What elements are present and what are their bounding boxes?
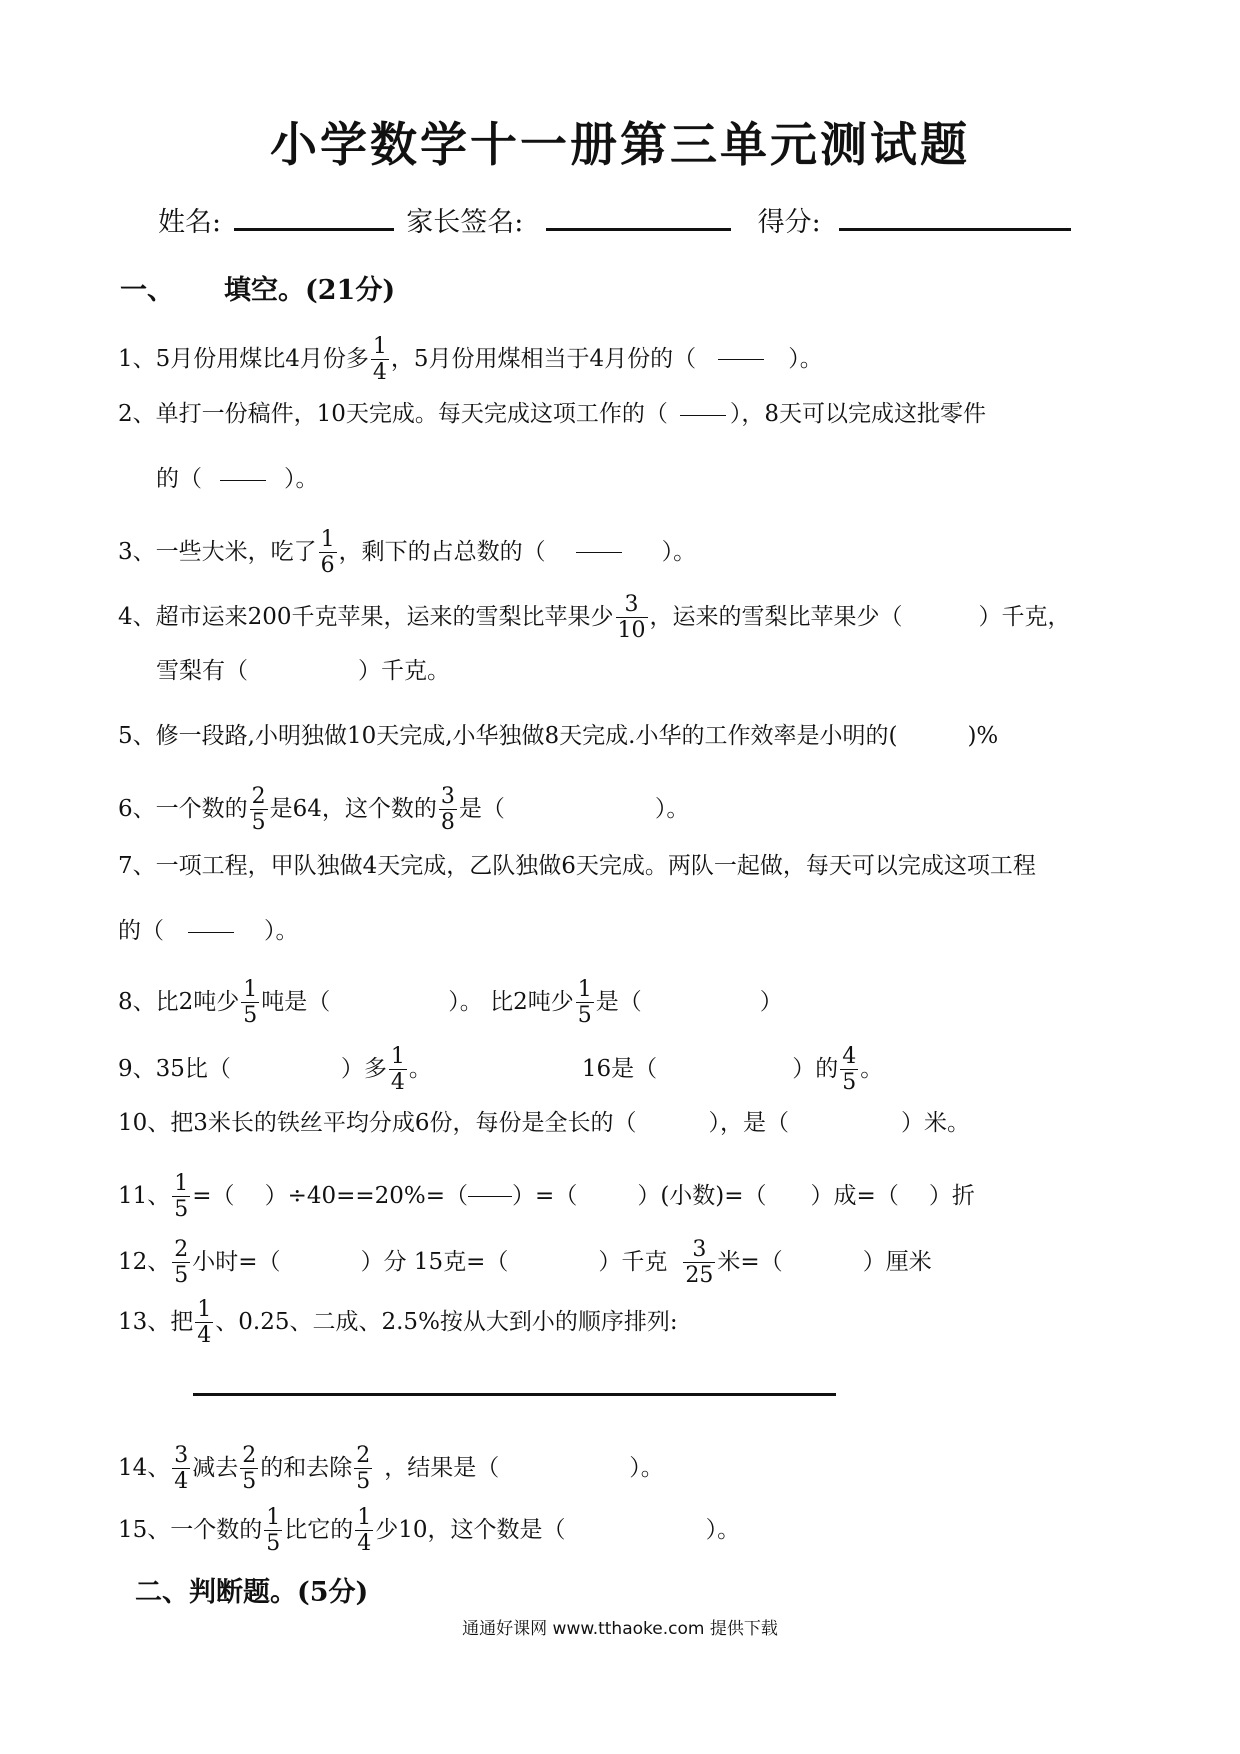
fraction-denominator: 5 <box>174 1263 189 1289</box>
question-text: ）。 比2吨少 <box>448 988 574 1015</box>
question-9 <box>118 1044 883 1096</box>
fraction-denominator: 10 <box>617 618 646 644</box>
fraction-denominator: 6 <box>320 553 335 579</box>
fraction-numerator: 3 <box>174 1443 189 1468</box>
fraction-denominator: 4 <box>390 1070 405 1096</box>
question-text: 8、比2吨少 <box>118 988 240 1015</box>
fraction-denominator: 8 <box>440 810 455 836</box>
question-text: 小时=（ <box>192 1248 281 1275</box>
question-text: ）折 <box>928 1182 975 1209</box>
question-text: 10、把3米长的铁丝平均分成6份，每份是全长的（ <box>118 1110 637 1136</box>
page-title: 小学数学十一册第三单元测试题 <box>270 118 970 173</box>
question-text: ）。 <box>654 795 690 822</box>
question-12 <box>118 1237 932 1289</box>
question-1 <box>118 334 823 386</box>
fraction-numerator: 1 <box>390 1044 405 1069</box>
question-text: 。 <box>408 1055 432 1082</box>
parent-signature-label: 家长签名: <box>406 207 524 238</box>
question-text: )% <box>967 723 999 749</box>
question-2-cont <box>156 468 319 491</box>
question-text: 13、把 <box>118 1308 194 1335</box>
question-text: 的和去除 <box>260 1454 353 1481</box>
question-text: =（ <box>192 1182 235 1209</box>
question-text: ，运来的雪梨比苹果少（ <box>649 603 903 630</box>
fraction <box>250 784 268 836</box>
fraction-numerator: 2 <box>174 1237 189 1262</box>
fraction <box>264 1505 282 1557</box>
fraction <box>172 1237 190 1289</box>
fraction-numerator: 1 <box>174 1171 189 1196</box>
question-text: 雪梨有（ <box>156 658 248 684</box>
fraction <box>354 1443 372 1495</box>
question-text: 11、 <box>118 1182 171 1209</box>
question-text: 、0.25、二成、2.5%按从大到小的顺序排列: <box>215 1308 678 1335</box>
question-14 <box>118 1443 664 1495</box>
fraction-denominator: 5 <box>842 1070 857 1096</box>
question-4 <box>118 592 1071 644</box>
question-text: ）多 <box>340 1055 387 1082</box>
question-text: ）。 <box>705 1516 741 1543</box>
fraction-denominator: 5 <box>356 1469 371 1495</box>
question-text: ）千克。 <box>358 658 450 684</box>
fraction-numerator: 1 <box>266 1505 281 1530</box>
fraction-numerator: 2 <box>242 1443 257 1468</box>
fraction-denominator: 25 <box>685 1263 714 1289</box>
answer-blank[interactable] <box>680 415 726 416</box>
footer-source: 通通好课网 www.tthaoke.com 提供下载 <box>462 1619 778 1639</box>
question-text: 的（ <box>118 918 164 944</box>
question-text: 减去 <box>192 1454 239 1481</box>
section-title: 填空。(21分) <box>224 275 396 306</box>
question-text: ），8天可以完成这批零件 <box>729 401 987 427</box>
fraction-denominator: 5 <box>577 1003 592 1029</box>
fraction <box>172 1443 190 1495</box>
question-text: 9、35比（ <box>118 1055 231 1082</box>
fraction-numerator: 1 <box>320 527 335 552</box>
answer-blank[interactable] <box>468 1196 512 1197</box>
question-text: 5、修一段路,小明独做10天完成,小华独做8天完成.小华的工作效率是小明的( <box>118 723 898 749</box>
question-text: 3、一些大米，吃了 <box>118 538 317 565</box>
question-text: ，结果是（ <box>384 1454 500 1481</box>
section-number: 一、 <box>120 275 174 306</box>
fraction-denominator: 4 <box>372 360 387 386</box>
fraction <box>576 977 594 1029</box>
question-11 <box>118 1171 975 1223</box>
fraction-numerator: 4 <box>842 1044 857 1069</box>
question-text: 2、单打一份稿件，10天完成。每天完成这项工作的（ <box>118 401 668 427</box>
question-4-cont <box>156 660 450 683</box>
fraction-numerator: 1 <box>243 977 258 1002</box>
fraction <box>439 784 457 836</box>
question-text: 12、 <box>118 1248 171 1275</box>
answer-blank[interactable] <box>188 932 234 933</box>
section-heading-fill-blank <box>120 268 395 307</box>
question-text: ，剩下的占总数的（ <box>338 538 546 565</box>
answer-blank[interactable] <box>220 480 266 481</box>
question-text: ）。 <box>788 345 823 372</box>
question-text: 16是（ <box>581 1055 658 1082</box>
question-text: 15、一个数的 <box>118 1516 263 1543</box>
question-text: ）。 <box>661 538 697 565</box>
question-text: ）千克 <box>598 1248 668 1275</box>
question-7 <box>118 855 1036 878</box>
question-text: ），是（ <box>708 1110 790 1136</box>
fraction-numerator: 1 <box>577 977 592 1002</box>
question-text: 14、 <box>118 1454 171 1481</box>
fraction-denominator: 5 <box>243 1003 258 1029</box>
question-text: 。 <box>860 1055 884 1082</box>
question-text: ）÷40==20%=（ <box>264 1182 469 1209</box>
question-text: ）厘米 <box>862 1248 932 1275</box>
question-2 <box>118 403 986 426</box>
fraction <box>172 1171 190 1223</box>
question-text: 吨是（ <box>261 988 331 1015</box>
fraction <box>319 527 337 579</box>
fraction <box>241 977 259 1029</box>
fraction-denominator: 4 <box>197 1323 212 1349</box>
answer-blank[interactable] <box>718 359 764 360</box>
fraction <box>389 1044 407 1096</box>
question-3 <box>118 527 696 579</box>
student-info-line <box>158 200 1075 239</box>
question-text: 7、一项工程，甲队独做4天完成，乙队独做6天完成。两队一起做，每天可以完成这项工程 <box>118 853 1036 879</box>
answer-blank[interactable] <box>576 552 622 553</box>
fraction-denominator: 5 <box>174 1197 189 1223</box>
question-text: ）分 15克=（ <box>360 1248 509 1275</box>
question-7-cont <box>118 920 299 943</box>
question-text: 少10，这个数是（ <box>375 1516 566 1543</box>
fraction <box>840 1044 858 1096</box>
fraction-denominator: 4 <box>357 1531 372 1557</box>
fraction-numerator: 1 <box>372 334 387 359</box>
question-text: ，5月份用煤相当于4月份的（ <box>390 345 697 372</box>
score-label: 得分: <box>757 207 821 238</box>
question-text: ）=（ <box>512 1182 578 1209</box>
ordering-answer-line[interactable] <box>193 1393 836 1396</box>
fraction-numerator: 2 <box>251 784 266 809</box>
fraction-numerator: 3 <box>683 1237 715 1263</box>
question-text: ）的 <box>792 1055 839 1082</box>
name-label: 姓名: <box>158 207 222 238</box>
question-6 <box>118 784 689 836</box>
question-text: ）。 <box>264 918 299 944</box>
question-15 <box>118 1505 740 1557</box>
question-text: ）。 <box>284 466 319 492</box>
fraction <box>616 592 648 644</box>
question-text: 1、5月份用煤比4月份多 <box>118 345 369 372</box>
fraction <box>683 1237 715 1289</box>
fraction-numerator: 3 <box>440 784 455 809</box>
fraction <box>240 1443 258 1495</box>
parent-signature-blank[interactable] <box>546 204 731 231</box>
fraction-numerator: 1 <box>197 1297 212 1322</box>
question-text: 比它的 <box>284 1516 354 1543</box>
fraction-denominator: 4 <box>174 1469 189 1495</box>
question-text: ）(小数)=（ <box>637 1182 767 1209</box>
fraction <box>195 1297 213 1349</box>
question-text: 米=（ <box>717 1248 783 1275</box>
question-text: 的（ <box>156 466 202 492</box>
question-text: 是（ <box>458 795 505 822</box>
fraction-numerator: 3 <box>616 592 648 618</box>
fraction <box>371 334 389 386</box>
fraction-denominator: 5 <box>242 1469 257 1495</box>
question-text: ） <box>759 988 783 1015</box>
fraction <box>355 1505 373 1557</box>
question-text: ）千克， <box>978 603 1071 630</box>
question-text: ）米。 <box>901 1110 971 1136</box>
question-text: ）。 <box>629 1454 664 1481</box>
question-text: 是64，这个数的 <box>269 795 437 822</box>
question-5 <box>118 725 998 748</box>
fraction-denominator: 5 <box>251 810 266 836</box>
question-text: 4、超市运来200千克苹果，运来的雪梨比苹果少 <box>118 603 614 630</box>
score-blank[interactable] <box>839 204 1071 231</box>
question-text: 6、一个数的 <box>118 795 248 822</box>
question-text: 是（ <box>595 988 642 1015</box>
question-text: ）成=（ <box>810 1182 899 1209</box>
fraction-numerator: 2 <box>356 1443 371 1468</box>
question-10 <box>118 1112 970 1135</box>
section-heading-true-false: 二、判断题。(5分) <box>135 1577 369 1608</box>
fraction-numerator: 1 <box>357 1505 372 1530</box>
question-13 <box>118 1297 678 1349</box>
name-blank[interactable] <box>234 204 394 231</box>
question-8 <box>118 977 783 1029</box>
fraction-denominator: 5 <box>266 1531 281 1557</box>
